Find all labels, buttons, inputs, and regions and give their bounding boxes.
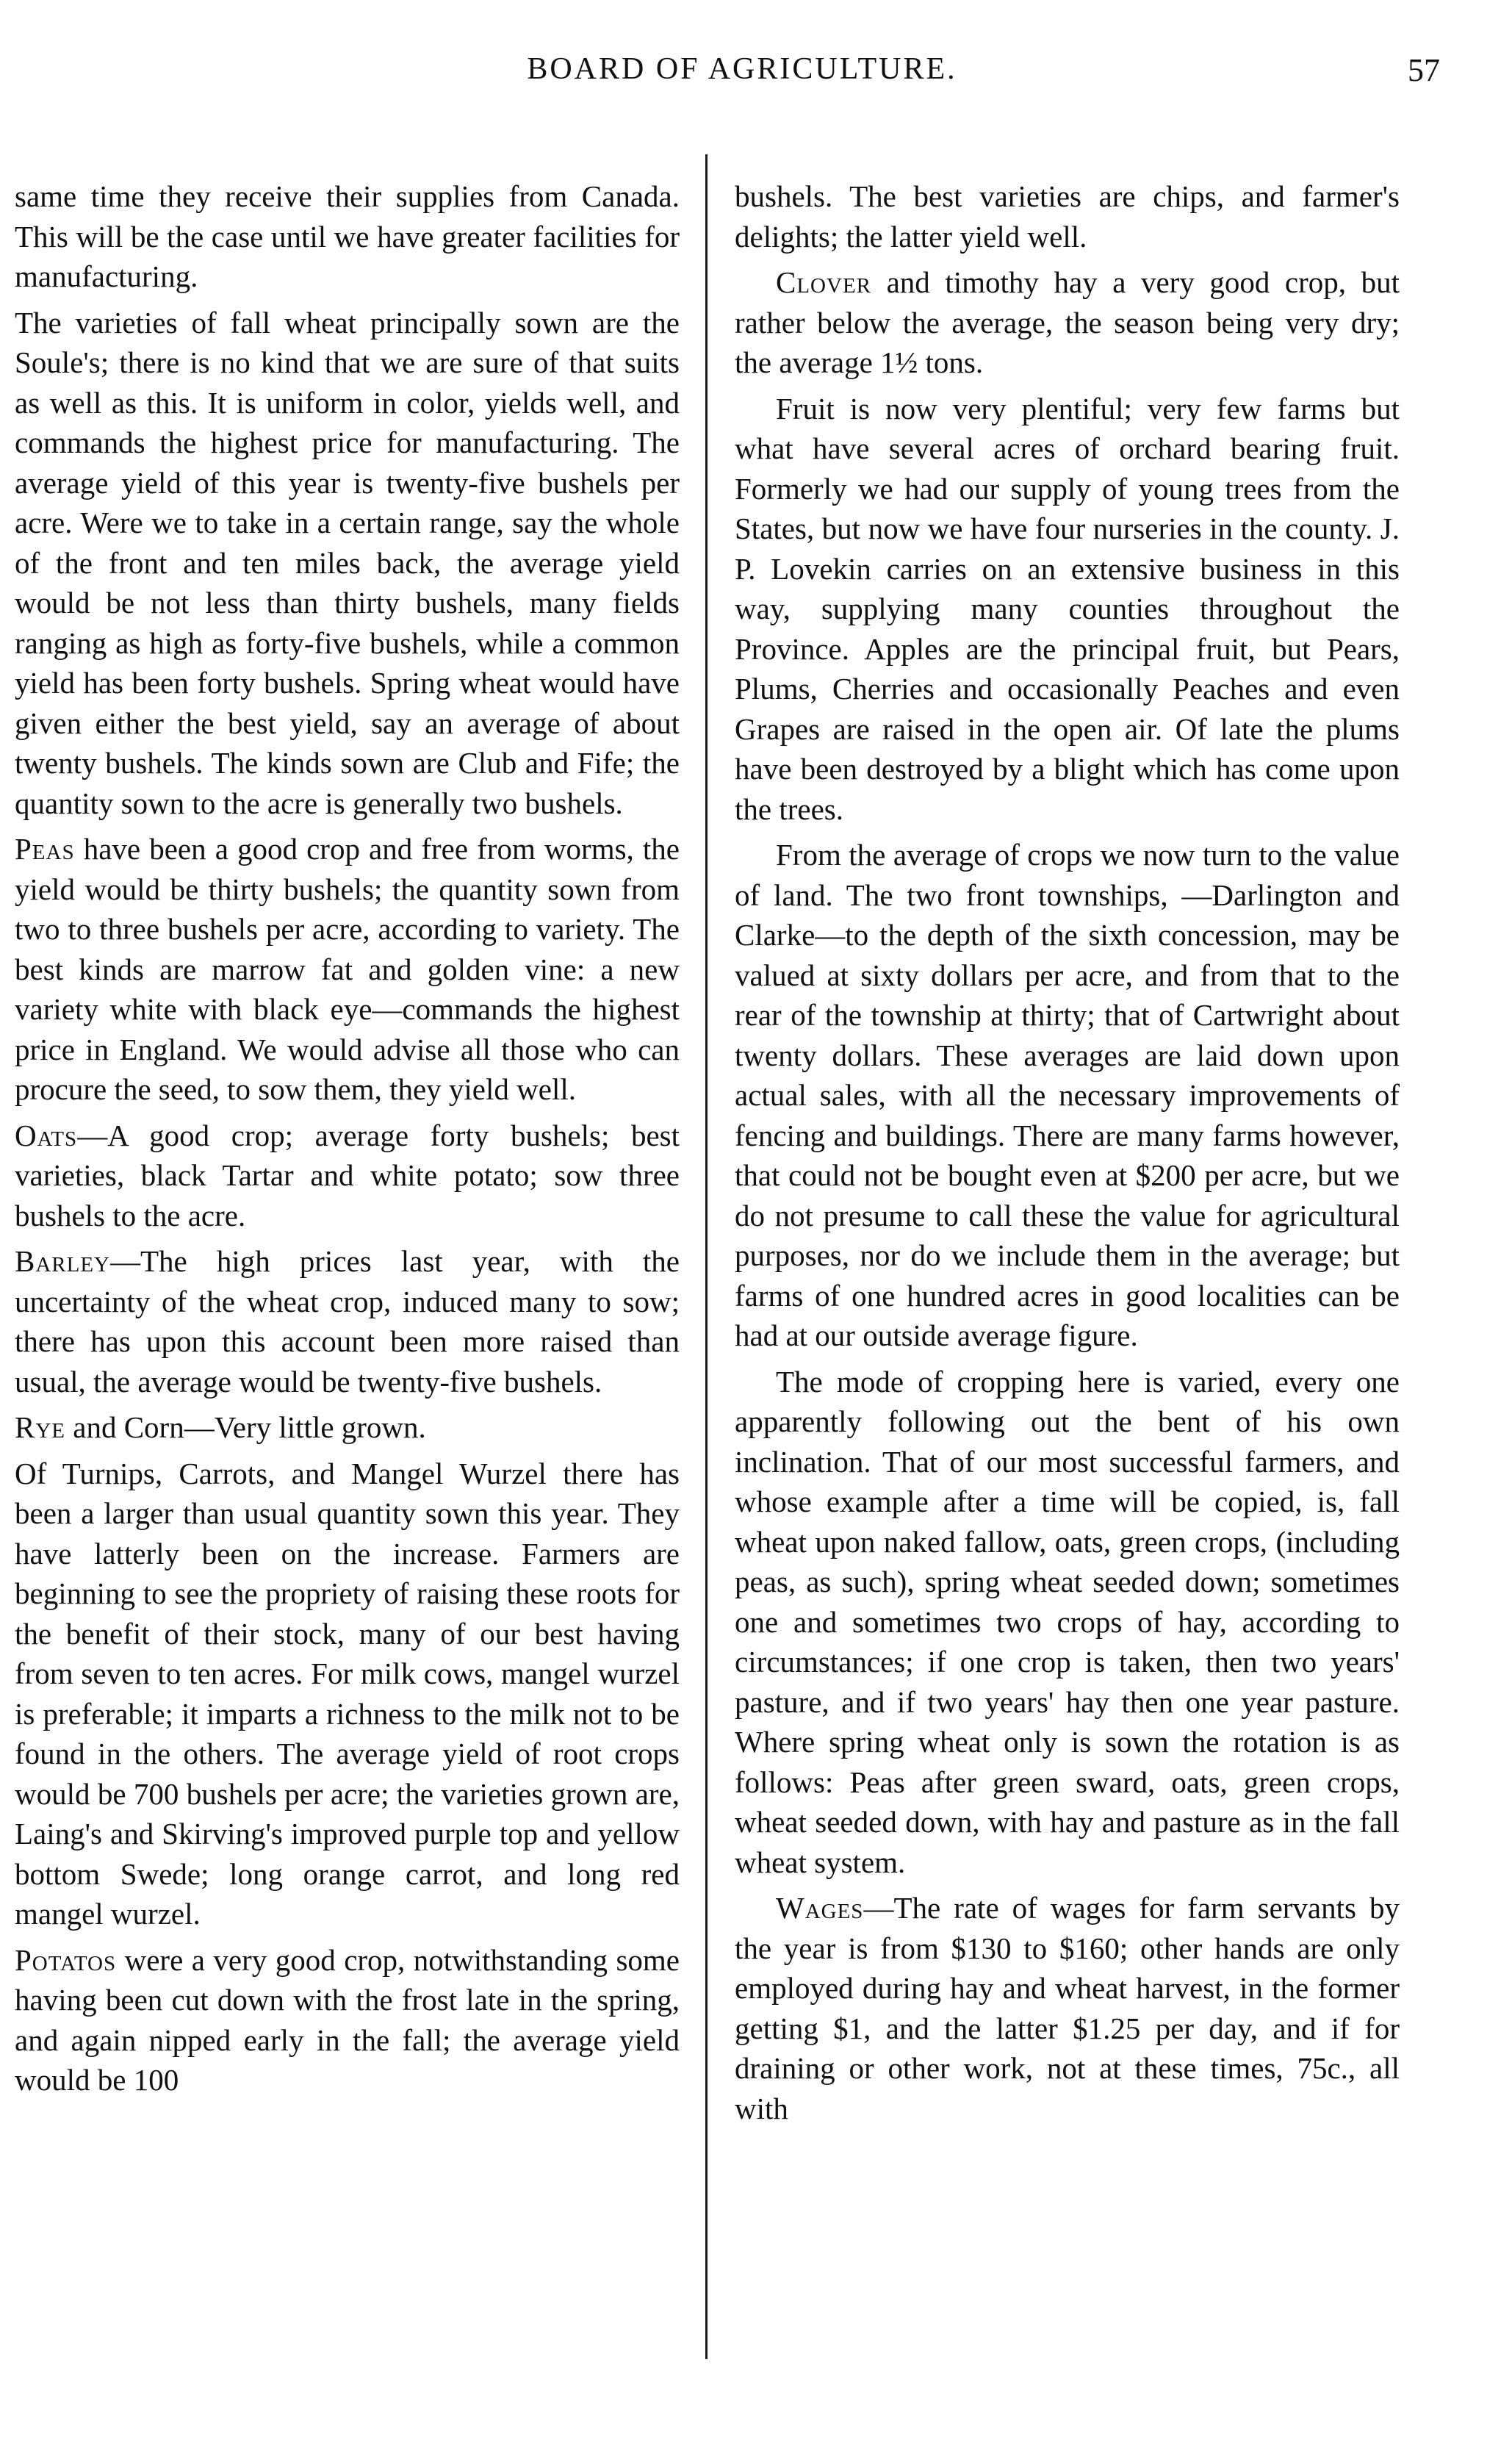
- left-column: [15, 176, 680, 2396]
- paragraph: [735, 1888, 1400, 2128]
- paragraph-text: The varieties of fall wheat principally sown are the Soule's; there is no kind that we are sure of that suits as well as this. It is uniform in color, yields well, and commands the highest price for manufacturing. The average yield of this year is twenty-five bushels per acre. Were we to take in a certain range, say the whole of the front and ten miles back, the average yield would be not less than thirty bushels, many fields ranging as high as forty-five bushels, while a common yield has been forty bushels. Spring wheat would have given either the best yield, say an average of about twenty bushels. The kinds sown are Club and Fife; the quantity sown to the acre is generally two bushels.: [15, 305, 680, 820]
- paragraph-text: were a very good crop, notwithstanding some having been cut down with the frost late in the spring, and again nipped early in the fall; the average yield would be 100: [15, 1942, 680, 2097]
- paragraph: [15, 1454, 680, 1934]
- paragraph-text: have been a good crop and free from worms, the yield would be thirty bushels; the quantity sown from two to three bushels per acre, according to variety. The best kinds are marrow fat and golden vine: a new variety white with black eye—commands the highest price in England. We would advise all those who can procure the seed, to sow them, they yield well.: [15, 832, 680, 1106]
- paragraph-text: same time they receive their supplies from Canada. This will be the case until we have greater facilities for manufacturing.: [15, 179, 680, 293]
- right-column: [735, 176, 1400, 2396]
- paragraph-lead: Rye: [15, 1410, 66, 1444]
- paragraph-text: bushels. The best varieties are chips, and farmer's delights; the latter yield well.: [735, 179, 1400, 254]
- paragraph-lead: Peas: [15, 832, 75, 866]
- paragraph-lead: Oats: [15, 1118, 78, 1152]
- paragraph-text: From the average of crops we now turn to the value of land. The two front townships, —Darlington and Clarke—to the depth of the sixth concession, may be valued at sixty dollars per acre, and from that to the rear of the township at thirty; that of Cartwright about twenty dollars. These averages are laid down upon actual sales, with all the necessary improvements of fencing and buildings. There are many farms however, that could not be bought even at $200 per acre, but we do not presume to call these the value for agricultural purposes, nor do we include them in the average; but farms of one hundred acres in good localities can be had at our outside average figure.: [735, 838, 1400, 1352]
- paragraph: [15, 1116, 680, 1236]
- paragraph: [735, 1362, 1400, 1883]
- paragraph-text: —A good crop; average forty bushels; best varieties, black Tartar and white potato; sow three bushels to the acre.: [15, 1118, 680, 1232]
- paragraph-lead: Barley: [15, 1244, 111, 1278]
- paragraph-lead: Potatos: [15, 1942, 117, 1977]
- paragraph: [15, 303, 680, 824]
- paragraph-text: —The rate of wages for farm servants by the year is from $130 to $160; other hands are only employed during hay and wheat harvest, in the former getting $1, and the latter $1.25 per day, and if for draining or other work, not at these times, 75c., all with: [735, 1891, 1400, 2125]
- paragraph: [15, 829, 680, 1110]
- paragraph: [735, 835, 1400, 1356]
- paragraph: [15, 176, 680, 297]
- paragraph-text: Of Turnips, Carrots, and Mangel Wurzel there has been a larger than usual quantity sown this year. They have latterly been on the increase. Farmers are beginning to see the propriety of raising these roots for the benefit of their stock, many of our best having from seven to ten acres. For milk cows, mangel wurzel is preferable; it imparts a richness to the milk not to be found in the others. The average yield of root crops would be 700 bushels per acre; the varieties grown are, Laing's and Skirving's improved purple top and yellow bottom Swede; long orange carrot, and long red mangel wurzel.: [15, 1456, 680, 1931]
- paragraph-text: —The high prices last year, with the uncertainty of the wheat crop, induced many to sow; there has upon this account been more raised than usual, the average would be twenty-five bushels.: [15, 1244, 680, 1399]
- page-number: 57: [1408, 52, 1440, 88]
- paragraph-lead: Clover: [776, 265, 872, 299]
- paragraph: [15, 1241, 680, 1401]
- paragraph: [15, 1940, 680, 2100]
- paragraph: [735, 262, 1400, 383]
- paragraph-text: The mode of cropping here is varied, every one apparently following out the bent of his own inclination. That of our most successful farmers, and whose example after a time will be copied, is, fall wheat upon naked fallow, oats, green crops, (including peas, as such), spring wheat seeded down; sometimes one and sometimes two crops of hay, according to circumstances; if one crop is taken, then two years' pasture, and if two years' hay then one year pasture. Where spring wheat only is sown the rotation is as follows: Peas after green sward, oats, green crops, wheat seeded down, with hay and pasture as in the fall wheat system.: [735, 1364, 1400, 1879]
- paragraph: [735, 176, 1400, 256]
- paragraph: [735, 389, 1400, 830]
- paragraph-lead: Wages: [776, 1891, 864, 1925]
- paragraph-text: and timothy hay a very good crop, but rather below the average, the season being very dry; the average 1½ tons.: [735, 265, 1400, 379]
- column-divider: [705, 154, 708, 2359]
- paragraph-text: Fruit is now very plentiful; very few farms but what have several acres of orchard bearing fruit. Formerly we had our supply of young trees from the States, but now we have four nurseries in the county. J. P. Lovekin carries on an extensive business in this way, supplying many counties throughout the Province. Apples are the principal fruit, but Pears, Plums, Cherries and occasionally Peaches and even Grapes are raised in the open air. Of late the plums have been destroyed by a blight which has come upon the trees.: [735, 391, 1400, 826]
- running-title: BOARD OF AGRICULTURE.: [527, 52, 957, 86]
- running-head: [44, 51, 1440, 96]
- paragraph-text: and Corn—Very little grown.: [65, 1410, 426, 1444]
- paragraph: [15, 1407, 680, 1448]
